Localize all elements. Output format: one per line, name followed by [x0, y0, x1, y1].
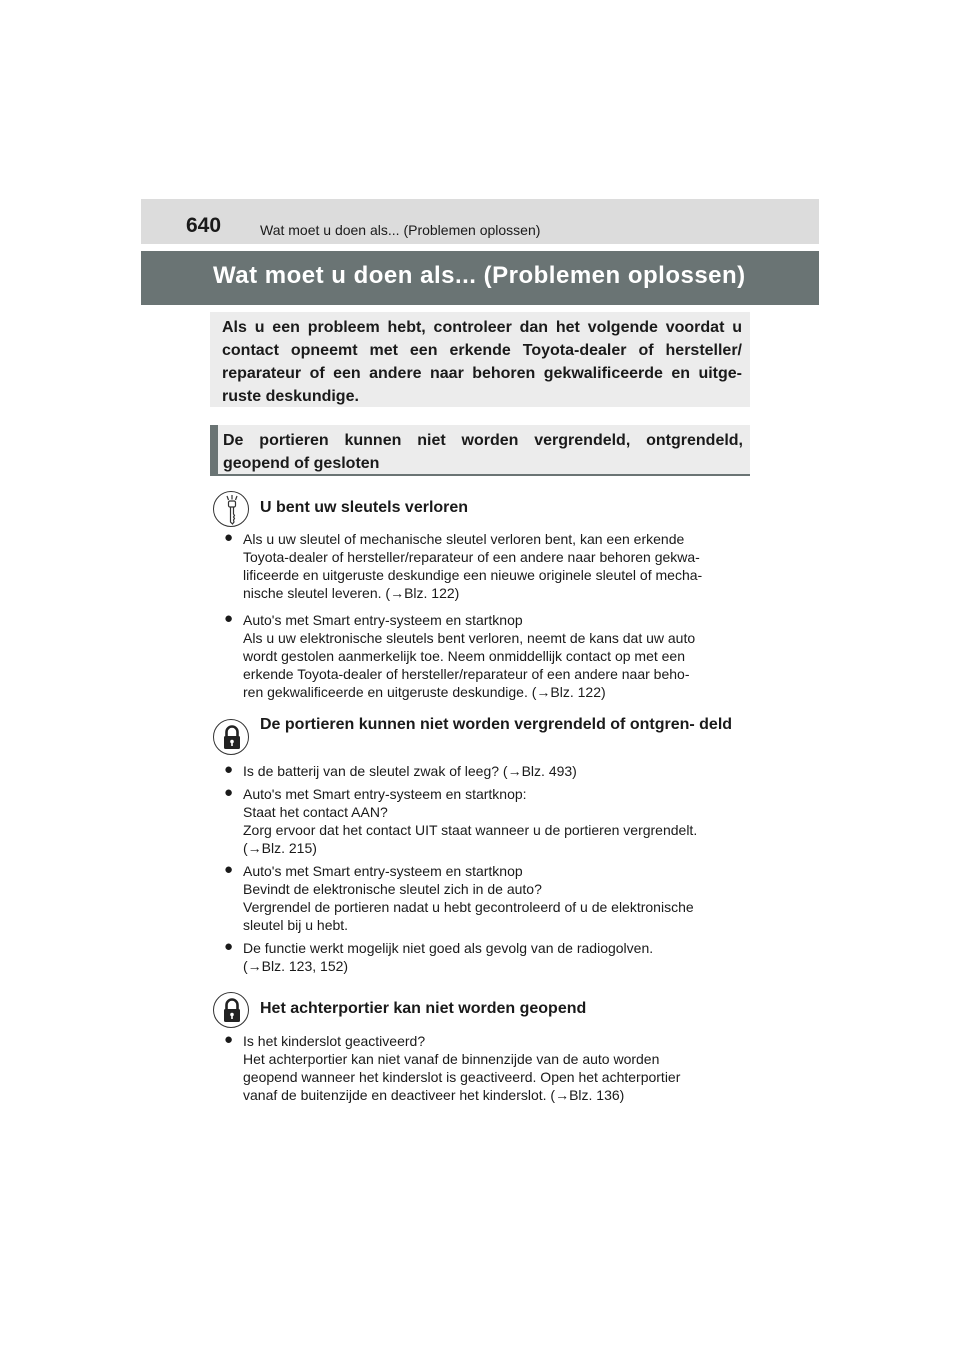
- list-item: Auto's met Smart entry-systeem en startknop Als u uw elektronische sleutels bent verloren, neemt de kans dat uw auto wordt gestolen aanmerkelijk toe. Neem onmiddellijk contact op met een erkende Toyota-dealer of hersteller/reparateur of een andere naar beho- ren gekwalificeerde en uitgeruste deskundige. (→Blz. 122): [243, 612, 696, 700]
- intro-text: Als u een probleem hebt, controleer dan het volgende voordat u contact opneemt met een erkende Toyota-dealer of hersteller/ reparateur of een andere naar behoren gekwalificeerde en uitge- ruste deskundige.: [222, 319, 742, 405]
- bullet: ●: [224, 784, 234, 801]
- bullet: ●: [224, 861, 234, 878]
- bullet: ●: [224, 938, 234, 955]
- page-title: Wat moet u doen als... (Problemen oplossen): [213, 262, 746, 289]
- list-item: De functie werkt mogelijk niet goed als gevolg van de radiogolven. (→Blz. 123, 152): [243, 940, 654, 974]
- group-heading: U bent uw sleutels verloren: [260, 499, 469, 516]
- section-stripe: [210, 425, 218, 475]
- bullet: ●: [224, 529, 234, 546]
- key-icon: [213, 491, 249, 527]
- bullet: ●: [224, 761, 234, 778]
- bullet: ●: [224, 610, 234, 627]
- section-heading: De portieren kunnen niet worden vergrendeld, ontgrendeld, geopend of gesloten: [223, 432, 743, 472]
- running-title: Wat moet u doen als... (Problemen oplossen): [260, 222, 541, 238]
- list-item: Auto's met Smart entry-systeem en startknop Bevindt de elektronische sleutel zich in de auto? Vergrendel de portieren nadat u hebt gecontroleerd of u de elektronische sleutel bij u hebt.: [243, 863, 694, 933]
- page-number: 640: [186, 214, 222, 237]
- group-heading: Het achterportier kan niet worden geopend: [260, 1000, 587, 1017]
- lock-icon: [213, 719, 249, 755]
- list-item: Is het kinderslot geactiveerd? Het achterportier kan niet vanaf de binnenzijde van de auto worden geopend wanneer het kinderslot is geactiveerd. Open het achterportier vanaf de buitenzijde en deactiveer het kinderslot. (→Blz. 136): [243, 1033, 681, 1103]
- list-item: Is de batterij van de sleutel zwak of leeg? (→Blz. 493): [243, 763, 577, 779]
- lock-icon: [213, 992, 249, 1028]
- group-heading: De portieren kunnen niet worden vergrendeld of ontgren- deld: [260, 716, 733, 733]
- list-item: Auto's met Smart entry-systeem en startknop: Staat het contact AAN? Zorg ervoor dat het contact UIT staat wanneer u de portieren vergrendelt. (→Blz. 215): [243, 786, 698, 856]
- bullet: ●: [224, 1031, 234, 1048]
- list-item: Als u uw sleutel of mechanische sleutel verloren bent, kan een erkende Toyota-dealer of hersteller/reparateur of een andere naar behoren gekwa- lificeerde en uitgeruste deskundige een nieuwe originele sleutel of mecha- nische sleutel leveren. (→Blz. 122): [243, 531, 703, 601]
